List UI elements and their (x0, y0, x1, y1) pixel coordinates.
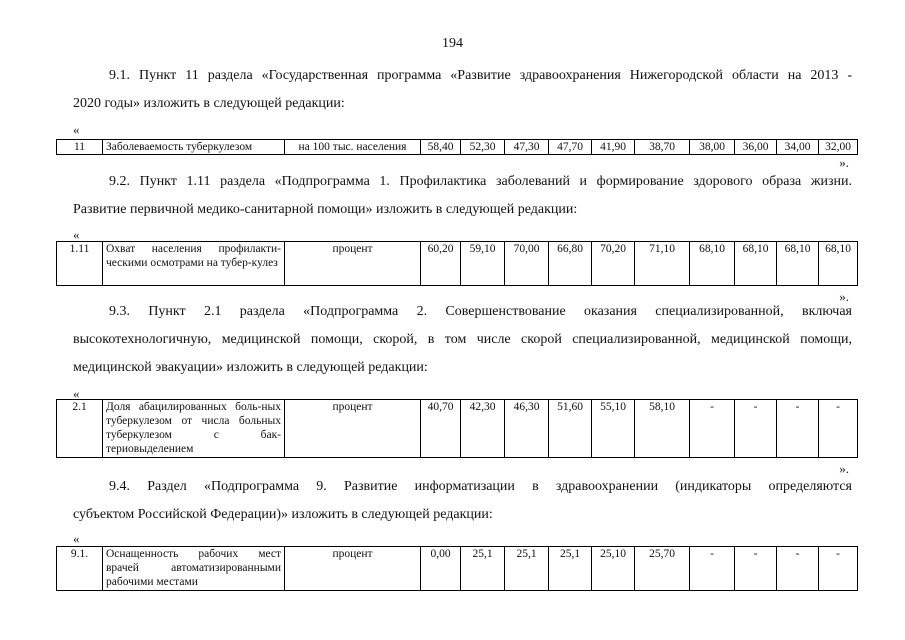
value-cell: - (690, 400, 735, 458)
value-cell: 71,10 (635, 242, 690, 286)
close-quote: ». (839, 155, 849, 170)
heading-line: 9.3. Пункт 2.1 раздела «Подпрограмма 2. Совершенствование оказания специализированной, включая (109, 304, 852, 319)
value-cell: 0,00 (421, 547, 461, 591)
value-cell: 32,00 (819, 140, 858, 155)
value-cell: 58,10 (635, 400, 690, 458)
heading-line: 2020 годы» изложить в следующей редакции: (73, 96, 345, 111)
unit: на 100 тыс. населения (285, 140, 421, 155)
value-cell: 66,80 (549, 242, 592, 286)
heading-line: 9.4. Раздел «Подпрограмма 9. Развитие информатизации в здравоохранении (индикаторы определяются (109, 479, 852, 494)
heading-line: медицинской эвакуации» изложить в следующей редакции: (73, 360, 428, 375)
value-cell: - (819, 547, 858, 591)
value-cell: - (735, 400, 777, 458)
open-quote: « (73, 386, 80, 401)
section-9-4-heading (73, 473, 852, 529)
value-cell: 40,70 (421, 400, 461, 458)
unit: процент (285, 547, 421, 591)
heading-line: 9.1. Пункт 11 раздела «Государственная программа «Развитие здравоохранения Нижегородской области на 2013 - (109, 68, 852, 83)
section-9-1-heading (73, 62, 852, 118)
value-cell: 36,00 (735, 140, 777, 155)
value-cell: 58,40 (421, 140, 461, 155)
heading-line: Развитие первичной медико-санитарной помощи» изложить в следующей редакции: (73, 202, 578, 217)
close-quote: ». (839, 289, 849, 304)
open-quote: « (73, 227, 80, 242)
close-quote: ». (839, 461, 849, 476)
value-cell: 68,10 (735, 242, 777, 286)
value-cell: 55,10 (592, 400, 635, 458)
table-row-2-1 (56, 399, 858, 458)
indicator-name: Охват населения профилакти-ческими осмотрами на тубер-кулез (103, 242, 285, 286)
value-cell: - (777, 547, 819, 591)
value-cell: 51,60 (549, 400, 592, 458)
value-cell: 25,1 (505, 547, 549, 591)
heading-line: высокотехнологичную, медицинской помощи, скорой, в том числе скорой специализированной, медицинской помощи, (73, 332, 852, 347)
value-cell: 70,20 (592, 242, 635, 286)
row-number: 9.1. (57, 547, 103, 591)
heading-line: 9.2. Пункт 1.11 раздела «Подпрограмма 1. Профилактика заболеваний и формирование здорового образа жизни. (109, 174, 852, 189)
table-row-11 (56, 139, 858, 155)
section-9-3-heading (73, 298, 852, 382)
row-number: 2.1 (57, 400, 103, 458)
value-cell: 68,10 (819, 242, 858, 286)
value-cell: - (690, 547, 735, 591)
value-cell: 47,70 (549, 140, 592, 155)
row-number: 1.11 (57, 242, 103, 286)
row-number: 11 (57, 140, 103, 155)
table-row-9-1 (56, 546, 858, 591)
value-cell: 70,00 (505, 242, 549, 286)
unit: процент (285, 242, 421, 286)
value-cell: 34,00 (777, 140, 819, 155)
value-cell: 25,10 (592, 547, 635, 591)
heading-line: субъектом Российской Федерации)» изложить в следующей редакции: (73, 507, 493, 522)
value-cell: - (777, 400, 819, 458)
value-cell: 38,70 (635, 140, 690, 155)
value-cell: 47,30 (505, 140, 549, 155)
value-cell: 38,00 (690, 140, 735, 155)
value-cell: 25,70 (635, 547, 690, 591)
value-cell: 41,90 (592, 140, 635, 155)
table-row-1-11 (56, 241, 858, 286)
unit: процент (285, 400, 421, 458)
value-cell: 25,1 (549, 547, 592, 591)
value-cell: 46,30 (505, 400, 549, 458)
section-9-2-heading (73, 168, 852, 224)
value-cell: 68,10 (690, 242, 735, 286)
open-quote: « (73, 122, 80, 137)
value-cell: - (735, 547, 777, 591)
value-cell: 25,1 (461, 547, 505, 591)
open-quote: « (73, 531, 80, 546)
indicator-name: Оснащенность рабочих мест врачей автоматизированными рабочими местами (103, 547, 285, 591)
value-cell: 68,10 (777, 242, 819, 286)
value-cell: 42,30 (461, 400, 505, 458)
value-cell: 60,20 (421, 242, 461, 286)
page-number: 194 (442, 36, 463, 51)
value-cell: 59,10 (461, 242, 505, 286)
indicator-name: Заболеваемость туберкулезом (103, 140, 285, 155)
value-cell: 52,30 (461, 140, 505, 155)
value-cell: - (819, 400, 858, 458)
indicator-name: Доля абацилированных боль-ных туберкулезом от числа больных туберкулезом с бак-териовыделением (103, 400, 285, 458)
